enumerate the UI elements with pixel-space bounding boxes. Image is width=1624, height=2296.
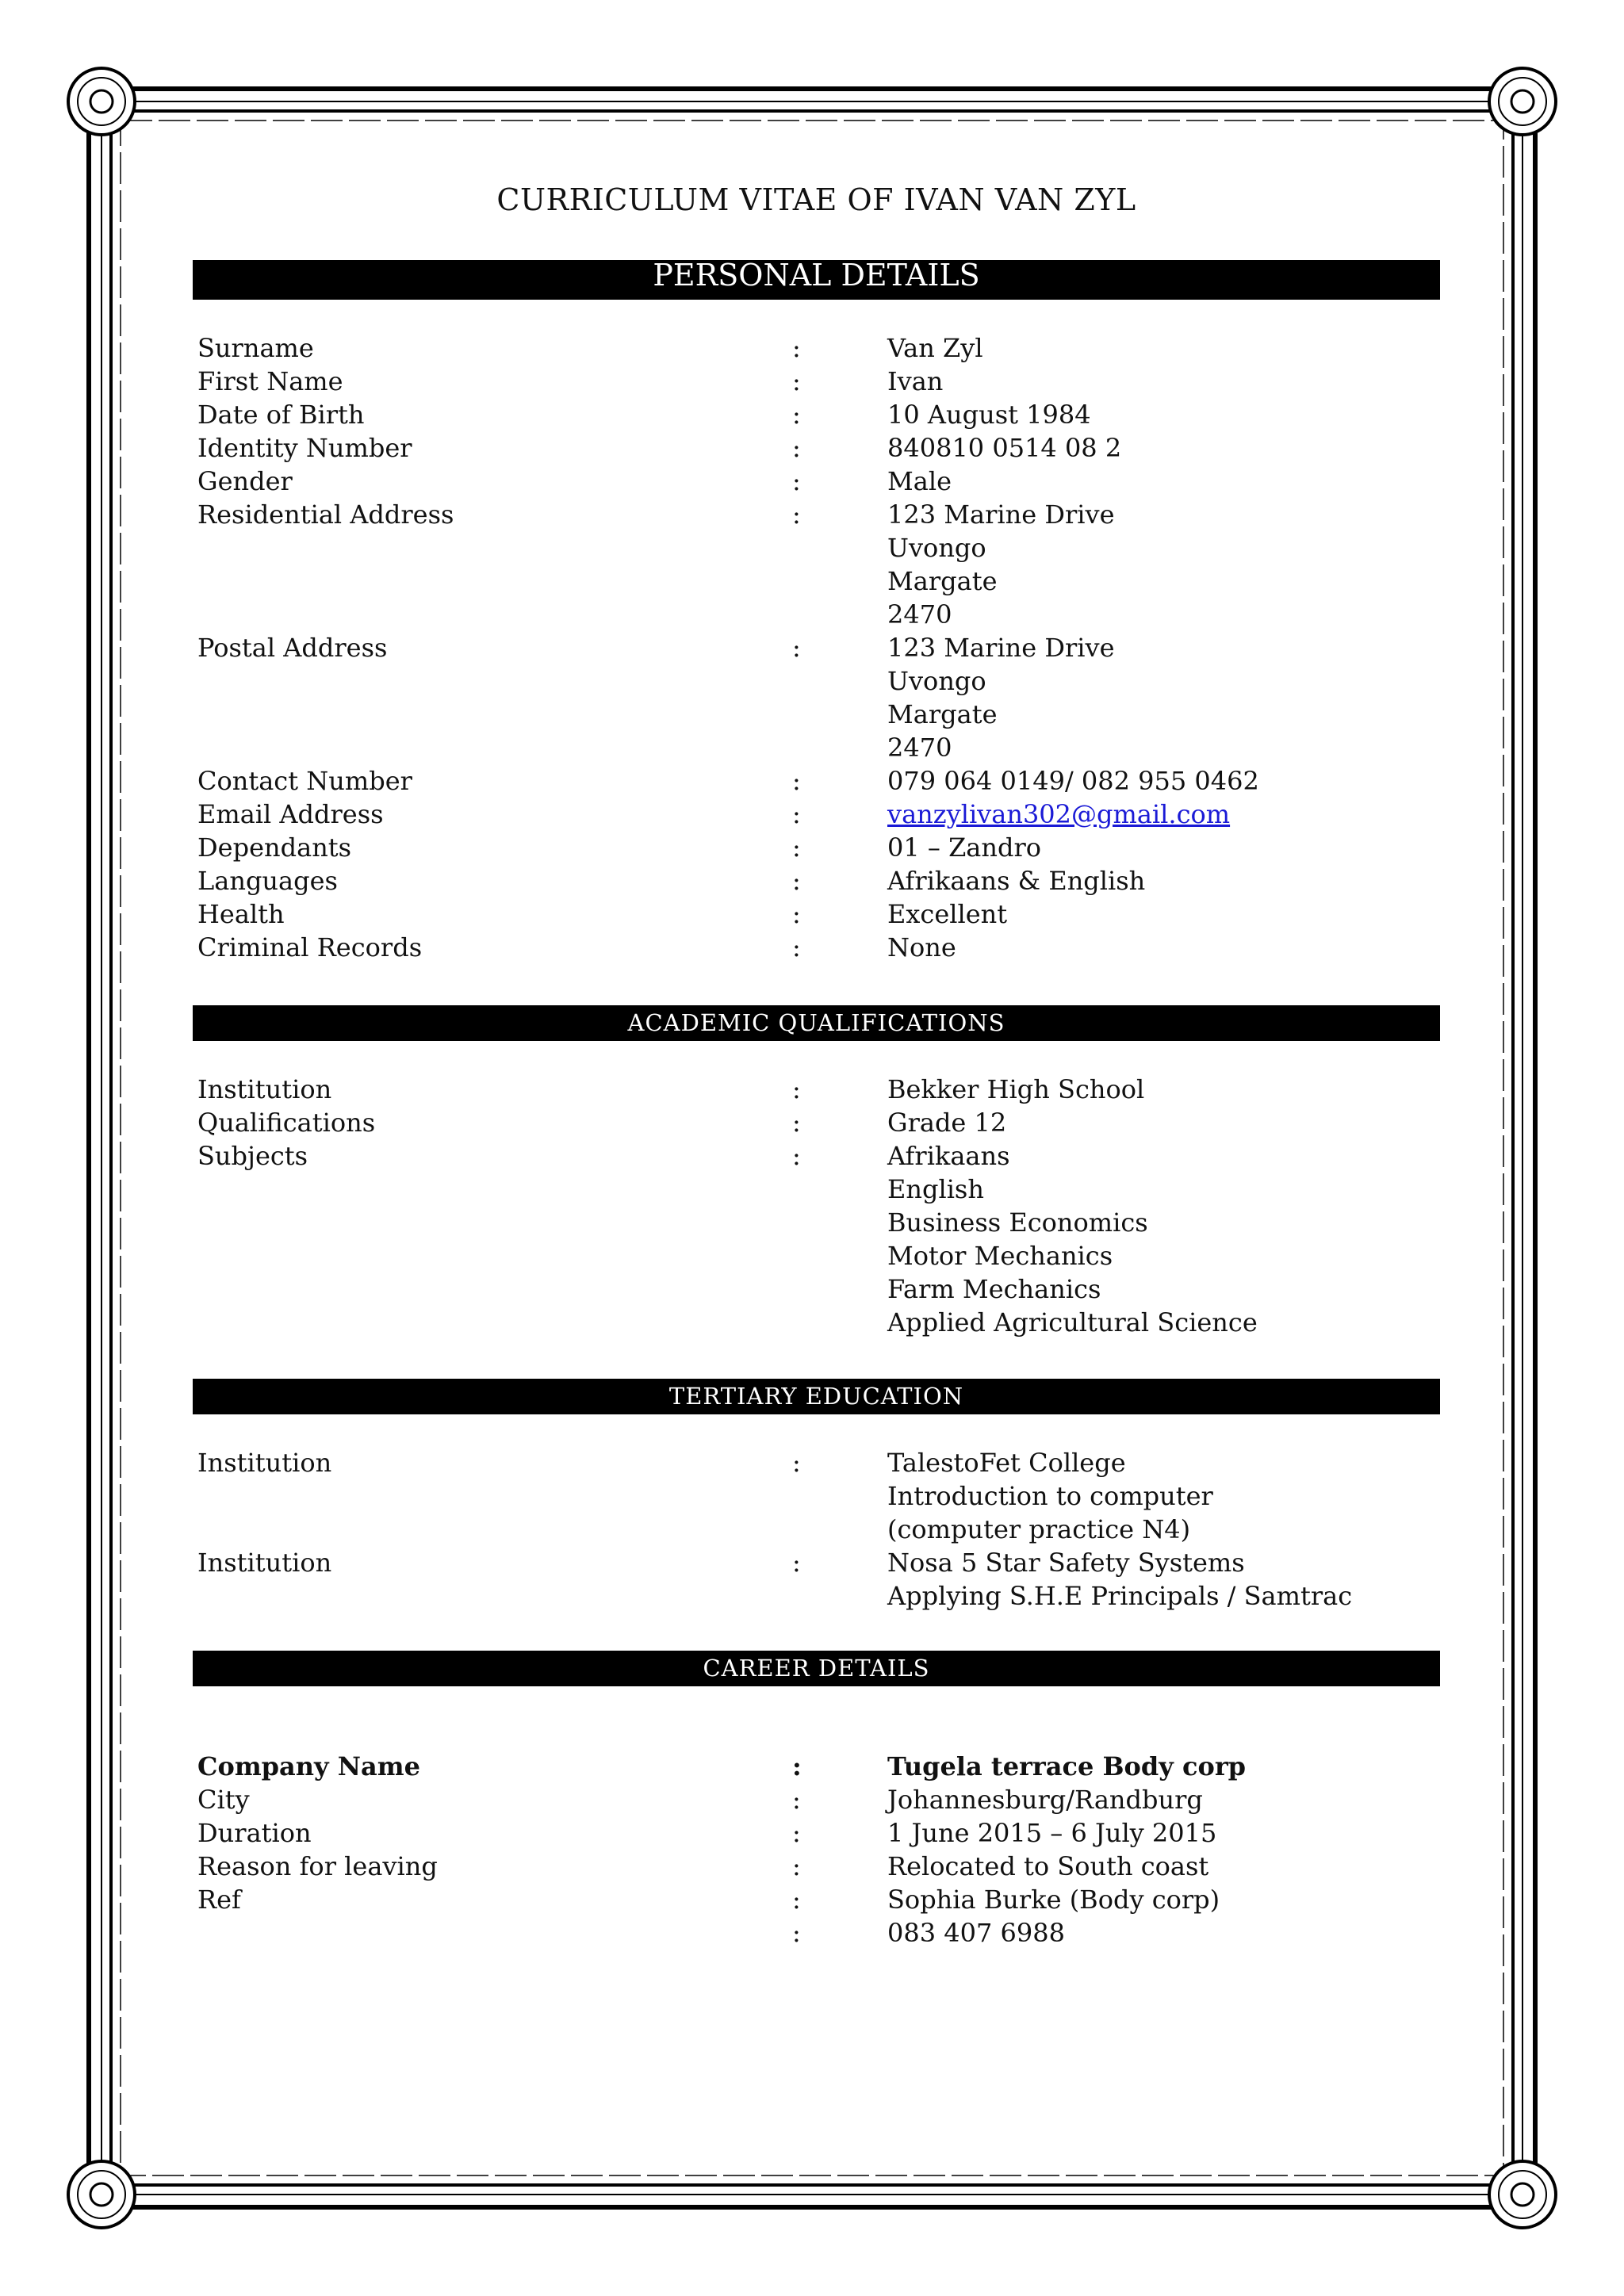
cv-content [193,182,1440,1950]
detail-row [193,1783,1440,1816]
detail-label: Health [197,899,285,929]
detail-value-line: Bekker High School [887,1074,1145,1104]
detail-label: Subjects [197,1141,308,1171]
corner-ornament-top-left-icon [68,68,135,135]
detail-separator: : [792,1818,801,1848]
academic-qualifications-list [193,1073,1440,1339]
detail-row [193,498,1440,631]
detail-separator: : [792,1108,801,1138]
detail-label: Ref [197,1885,241,1915]
detail-separator: : [792,433,801,463]
detail-label: Surname [197,333,314,363]
detail-separator: : [792,466,801,496]
section-heading-personal: PERSONAL DETAILS [193,260,1440,300]
detail-label: Postal Address [197,633,388,663]
detail-value [887,1816,1440,1850]
detail-value [887,764,1440,798]
detail-value-line: Grade 12 [887,1108,1007,1138]
detail-row [193,631,1440,764]
detail-separator: : [792,633,801,663]
detail-value-line: 10 August 1984 [887,400,1091,430]
detail-row [193,1073,1440,1106]
section-heading-tertiary: TERTIARY EDUCATION [193,1379,1440,1414]
detail-row [193,1546,1440,1613]
detail-label: Identity Number [197,433,412,463]
detail-value [887,465,1440,498]
detail-label: Languages [197,866,338,896]
corner-ornament-bottom-left-icon [68,2161,135,2228]
detail-label [193,1916,792,1950]
detail-separator: : [792,1851,801,1881]
detail-label: Company Name [197,1751,420,1781]
detail-value [887,1446,1440,1546]
detail-value [887,498,1440,631]
detail-label: City [197,1785,250,1815]
detail-separator: : [792,1548,801,1578]
detail-value-line: Applied Agricultural Science [887,1307,1258,1337]
detail-value-line: 083 407 6988 [887,1918,1065,1948]
detail-value-line: 123 Marine Drive [887,633,1115,663]
detail-separator: : [792,333,801,363]
detail-row [193,897,1440,931]
detail-row [193,764,1440,798]
detail-row [193,465,1440,498]
detail-value-line: 123 Marine Drive [887,499,1115,530]
detail-value-line: Johannesburg/Randburg [887,1785,1203,1815]
detail-row [193,931,1440,964]
detail-value [887,1106,1440,1139]
detail-separator: : [792,366,801,396]
detail-separator: : [792,832,801,863]
detail-separator: : [792,400,801,430]
detail-label: Residential Address [197,499,454,530]
detail-value-line: Relocated to South coast [887,1851,1209,1881]
detail-value-line: English [887,1174,984,1204]
tertiary-education-list [193,1446,1440,1613]
detail-separator: : [792,799,801,829]
detail-separator: : [792,766,801,796]
detail-value [887,1850,1440,1883]
personal-details-list [193,331,1440,964]
detail-value [887,1883,1440,1916]
detail-value-line: 2470 [887,733,952,763]
detail-value [887,1139,1440,1339]
detail-separator: : [792,1751,802,1781]
detail-value-line: Motor Mechanics [887,1241,1113,1271]
detail-separator: : [792,1918,801,1948]
detail-value-line: 079 064 0149/ 082 955 0462 [887,766,1259,796]
detail-separator: : [792,499,801,530]
detail-value-line: Uvongo [887,666,986,696]
detail-separator: : [792,866,801,896]
detail-value-line: Margate [887,699,998,729]
detail-value [887,864,1440,897]
detail-label: Duration [197,1818,312,1848]
detail-label: Email Address [197,799,384,829]
detail-value [887,1916,1440,1950]
detail-value-line: Margate [887,566,998,596]
detail-row [193,1139,1440,1339]
detail-separator: : [792,932,801,962]
detail-label: Dependants [197,832,352,863]
detail-value-line: Afrikaans [887,1141,1010,1171]
detail-row [193,1916,1440,1950]
detail-separator: : [792,1141,801,1171]
detail-value-line: 1 June 2015 – 6 July 2015 [887,1818,1217,1848]
detail-label: Contact Number [197,766,412,796]
detail-row [193,798,1440,831]
section-heading-career: CAREER DETAILS [193,1651,1440,1686]
detail-row [193,1750,1440,1783]
detail-row [193,864,1440,897]
detail-value-line: Farm Mechanics [887,1274,1101,1304]
detail-row [193,1850,1440,1883]
detail-value-line: Ivan [887,366,944,396]
detail-value-line: Applying S.H.E Principals / Samtrac [887,1581,1353,1611]
detail-value [887,1750,1440,1783]
detail-value-line: Male [887,466,952,496]
detail-separator: : [792,1785,801,1815]
detail-value [887,631,1440,764]
detail-value-line: (computer practice N4) [887,1514,1191,1544]
detail-row [193,1446,1440,1546]
email-link[interactable]: vanzylivan302@gmail.com [887,799,1231,829]
detail-value [887,798,1440,831]
detail-value-line: Business Economics [887,1207,1148,1238]
detail-value-line: Van Zyl [887,333,983,363]
detail-label: Institution [197,1548,332,1578]
detail-label: Institution [197,1448,332,1478]
detail-value-line: Tugela terrace Body corp [887,1751,1247,1781]
detail-separator: : [792,1074,801,1104]
detail-separator: : [792,1448,801,1478]
detail-value-line: 840810 0514 08 2 [887,433,1122,463]
corner-ornament-bottom-right-icon [1489,2161,1556,2228]
detail-label: Reason for leaving [197,1851,438,1881]
detail-label: First Name [197,366,343,396]
detail-value [887,931,1440,964]
detail-value-line: TalestoFet College [887,1448,1126,1478]
detail-value [887,1783,1440,1816]
detail-separator: : [792,899,801,929]
detail-value-line: None [887,932,956,962]
section-heading-academic: ACADEMIC QUALIFICATIONS [193,1005,1440,1041]
detail-value [887,431,1440,465]
detail-value [887,897,1440,931]
detail-label: Gender [197,466,293,496]
detail-row [193,331,1440,365]
detail-value-line: Introduction to computer [887,1481,1213,1511]
detail-separator: : [792,1885,801,1915]
detail-row [193,365,1440,398]
detail-row [193,398,1440,431]
detail-value-line: Nosa 5 Star Safety Systems [887,1548,1245,1578]
detail-value [887,331,1440,365]
detail-value [887,398,1440,431]
detail-label: Institution [197,1074,332,1104]
detail-row [193,1883,1440,1916]
detail-value-line: 01 – Zandro [887,832,1042,863]
detail-value [887,1546,1440,1613]
detail-value-line: 2470 [887,599,952,629]
detail-row [193,431,1440,465]
detail-value-line: Uvongo [887,533,986,563]
detail-label: Criminal Records [197,932,423,962]
detail-value-line: Excellent [887,899,1008,929]
corner-ornament-top-right-icon [1489,68,1556,135]
detail-row [193,1106,1440,1139]
detail-label: Qualifications [197,1108,376,1138]
detail-row [193,831,1440,864]
detail-label: Date of Birth [197,400,365,430]
detail-value [887,1073,1440,1106]
detail-row [193,1816,1440,1850]
detail-value-line: Afrikaans & English [887,866,1146,896]
detail-value-line: Sophia Burke (Body corp) [887,1885,1220,1915]
career-details-list [193,1750,1440,1950]
detail-value [887,831,1440,864]
document-title: CURRICULUM VITAE OF IVAN VAN ZYL [496,182,1136,217]
detail-value [887,365,1440,398]
